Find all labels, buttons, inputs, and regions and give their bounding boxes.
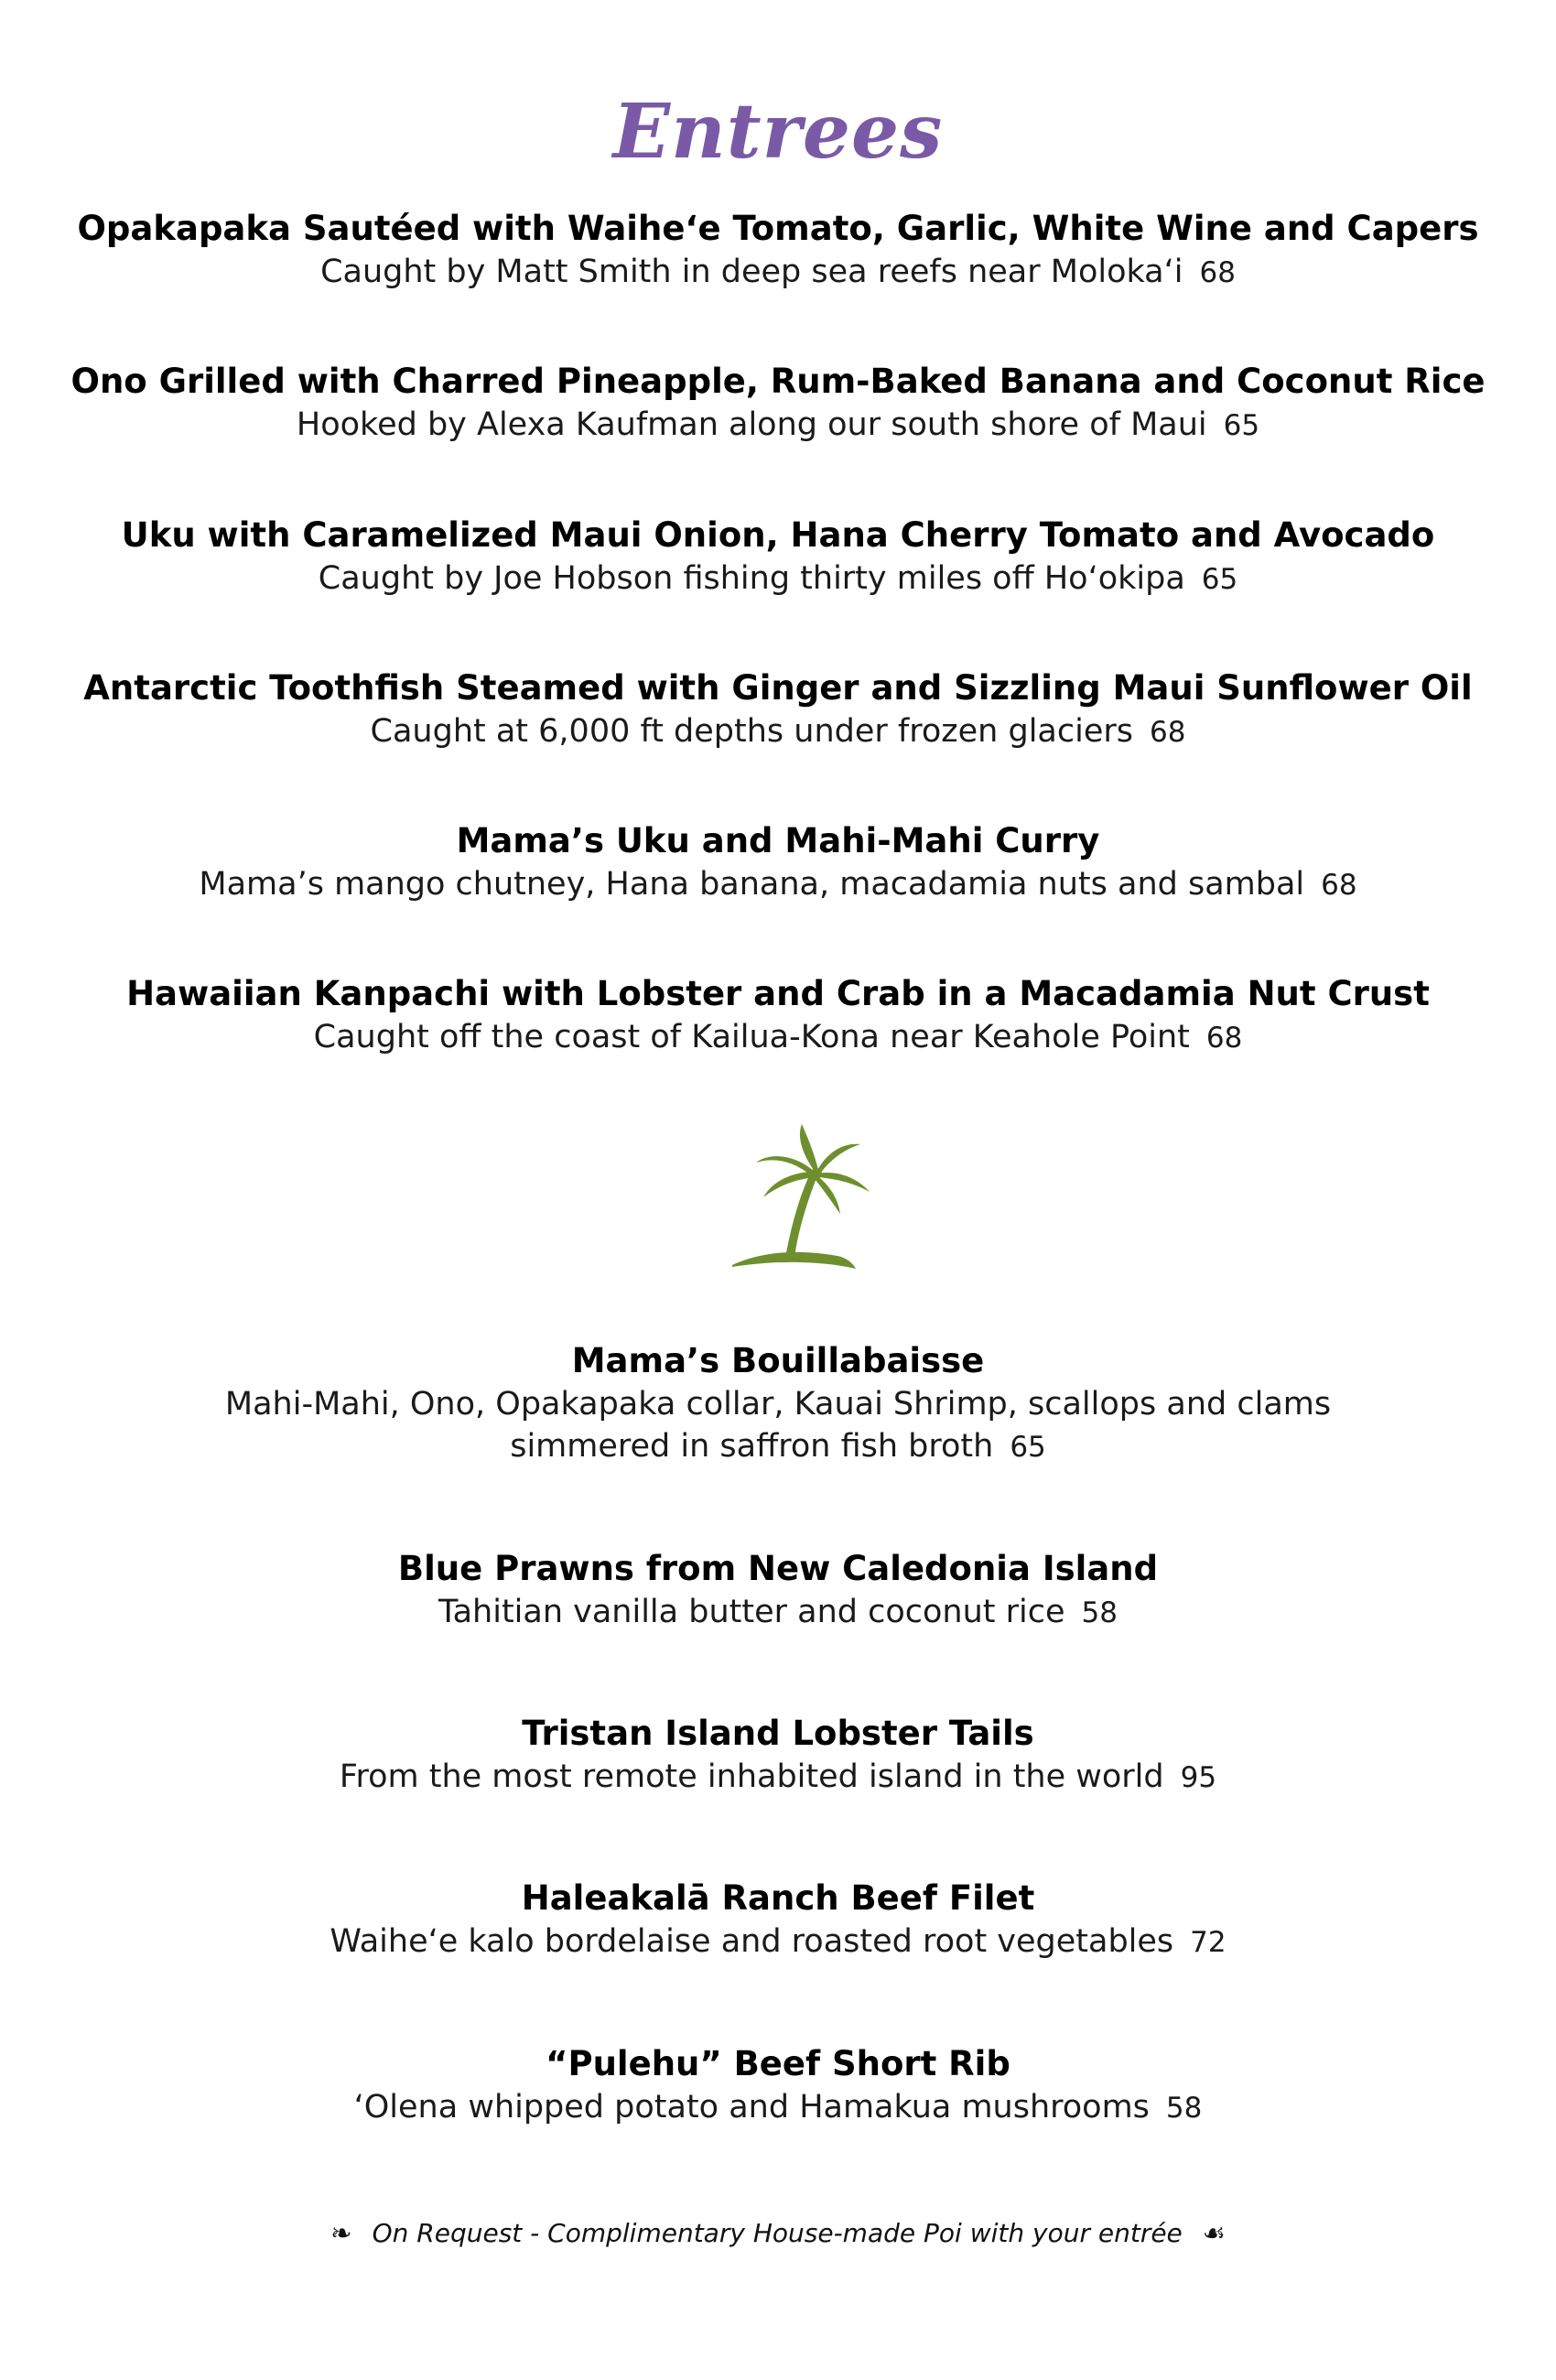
item-price: 65 — [1223, 409, 1260, 442]
menu-item — [0, 207, 1556, 294]
menu-item — [0, 819, 1556, 906]
menu-item — [0, 514, 1556, 600]
item-description: Waihe‘e kalo bordelaise and roasted root vegetables 72 — [330, 1923, 1226, 1960]
page-title: Entrees — [612, 87, 944, 176]
item-price: 58 — [1081, 1596, 1118, 1629]
item-price: 58 — [1165, 2092, 1203, 2125]
item-description: Caught by Matt Smith in deep sea reefs near Moloka‘i 68 — [320, 254, 1236, 290]
footer-note — [0, 2215, 1556, 2252]
item-description: Caught by Joe Hobson fishing thirty miles off Ho‘okipa 65 — [318, 560, 1238, 597]
item-description: Mahi-Mahi, Ono, Opakapaka collar, Kauai Shrimp, scallops and clams simmered in saffron fish broth 65 — [224, 1386, 1332, 1465]
menu-item — [0, 2042, 1556, 2129]
item-description: From the most remote inhabited island in the world 95 — [339, 1758, 1217, 1795]
item-name: Hawaiian Kanpachi with Lobster and Crab in a Macadamia Nut Crust — [126, 974, 1430, 1013]
flourish-right-icon: ☙ — [1202, 2218, 1226, 2248]
item-description: Tahitian vanilla butter and coconut rice 58 — [438, 1594, 1118, 1630]
item-name: Mama’s Uku and Mahi-Mahi Curry — [456, 821, 1100, 860]
item-name: Blue Prawns from New Caledonia Island — [397, 1549, 1159, 1588]
item-description: Hooked by Alexa Kaufman along our south shore of Maui 65 — [296, 406, 1260, 443]
menu-item — [0, 666, 1556, 753]
item-price: 65 — [1201, 563, 1238, 596]
menu-item — [0, 1547, 1556, 1634]
menu-item — [0, 1339, 1556, 1468]
menu-item — [0, 1877, 1556, 1964]
item-price: 68 — [1205, 1022, 1243, 1055]
item-name: Opakapaka Sautéed with Waihe‘e Tomato, Garlic, White Wine and Capers — [77, 209, 1479, 248]
item-description: Caught at 6,000 ft depths under frozen glaciers 68 — [370, 713, 1186, 750]
menu-item — [0, 1712, 1556, 1799]
palm-tree-island-icon — [732, 1119, 879, 1274]
item-name: Ono Grilled with Charred Pineapple, Rum-Baked Banana and Coconut Rice — [70, 362, 1486, 401]
item-description: ‘Olena whipped potato and Hamakua mushrooms 58 — [353, 2089, 1203, 2126]
item-name: Uku with Caramelized Maui Onion, Hana Cherry Tomato and Avocado — [121, 515, 1435, 555]
item-name: “Pulehu” Beef Short Rib — [546, 2044, 1010, 2083]
footer-note-text: On Request - Complimentary House-made Poi with your entrée — [372, 2218, 1183, 2248]
item-price: 68 — [1199, 256, 1236, 289]
menu-item — [0, 360, 1556, 447]
item-price: 68 — [1321, 869, 1357, 902]
menu-item — [0, 972, 1556, 1059]
flourish-left-icon: ❧ — [330, 2218, 352, 2248]
item-description: Mama’s mango chutney, Hana banana, macadamia nuts and sambal 68 — [199, 866, 1357, 903]
item-price: 72 — [1190, 1926, 1226, 1959]
item-description: Caught off the coast of Kailua-Kona near Keahole Point 68 — [313, 1019, 1243, 1055]
item-name: Mama’s Bouillabaisse — [571, 1341, 985, 1380]
item-price: 65 — [1010, 1431, 1046, 1464]
item-name: Haleakalā Ranch Beef Filet — [521, 1878, 1035, 1918]
item-name: Antarctic Toothfish Steamed with Ginger and Sizzling Maui Sunflower Oil — [83, 668, 1473, 708]
item-price: 95 — [1180, 1761, 1217, 1794]
item-name: Tristan Island Lobster Tails — [522, 1714, 1034, 1753]
item-price: 68 — [1149, 716, 1186, 749]
